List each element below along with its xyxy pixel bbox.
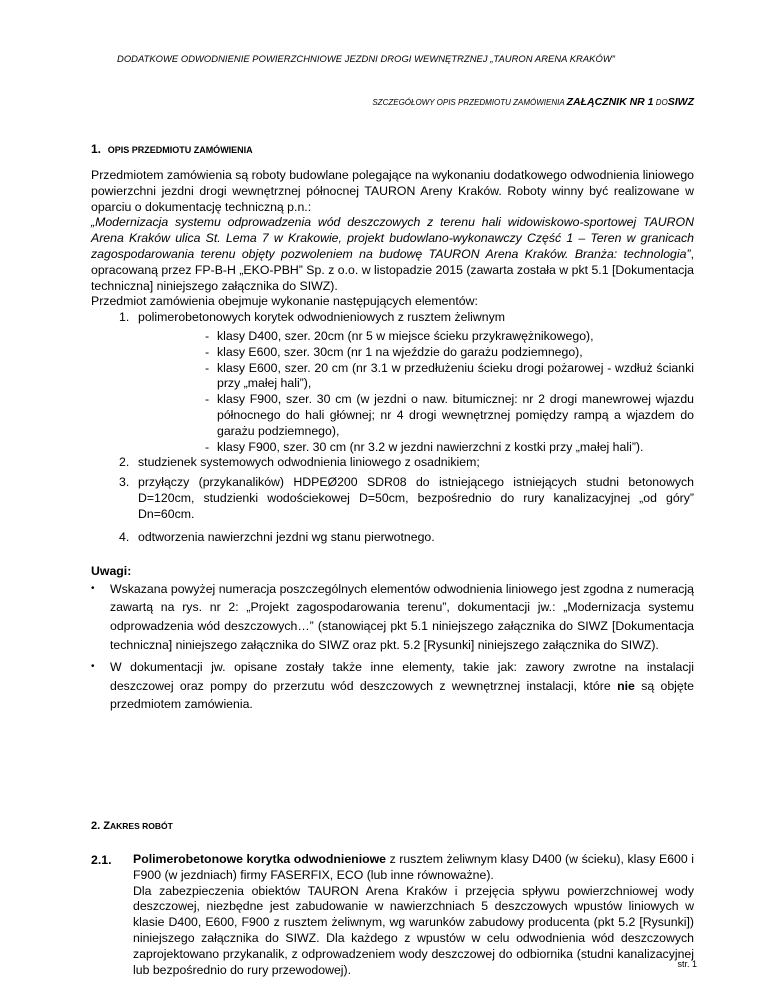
subsection-number: 2.1. — [91, 853, 112, 867]
page-number: str. 1 — [677, 959, 697, 969]
dash-marker: - — [205, 360, 210, 375]
notes-block — [91, 564, 694, 714]
section-1-body — [91, 168, 694, 545]
subheader-prefix: SZCZEGÓŁOWY OPIS PRZEDMIOTU ZAMÓWIENIA — [372, 98, 565, 107]
dash-marker: - — [205, 344, 210, 359]
list-item-number: 2. — [119, 455, 130, 470]
sublist-item — [205, 345, 694, 361]
sublist-item-text: klasy F900, szer. 30 cm (nr 3.2 w jezdni nawierzchni z kostki przy „małej hali”). — [217, 439, 644, 454]
subheader-siwz: SIWZ — [667, 96, 694, 108]
sublist-item-text: klasy E600, szer. 30cm (nr 1 na wjeździe do garażu podziemnego), — [217, 344, 583, 359]
bullet-marker: • — [91, 582, 95, 594]
sublist-item-text: klasy E600, szer. 20 cm (nr 3.1 w przedłużeniu ścieku drogi pożarowej - wzdłuż ścianki przy „małej hali”), — [217, 360, 694, 391]
sublist — [205, 328, 694, 455]
section-1-title: OPIS PRZEDMIOTU ZAMÓWIENIA — [107, 145, 253, 155]
section-2-number: 2. — [91, 820, 101, 832]
list-item-number: 3. — [119, 475, 130, 490]
section-2-title-rest: AKRES ROBÓT — [109, 821, 173, 831]
list-item-number: 4. — [119, 529, 130, 544]
list-item — [119, 310, 694, 326]
sublist-item-text: klasy D400, szer. 20cm (nr 5 w miejsce ścieku przykrawężnikowego), — [217, 328, 594, 343]
subsection-text-1: z rusztem żeliwnym klasy D400 (w ścieku), klasy E600 i F900 (w jezdniach) firmy FASERFIX, ECO (lub inne równoważne). — [133, 852, 694, 882]
note-text-end: są objęte przedmiotem zamówienia. — [110, 678, 695, 712]
bullet-marker: • — [91, 661, 95, 673]
list-item-text: studzienek systemowych odwodnienia liniowego z osadnikiem; — [138, 455, 480, 470]
subsection-2-1-body — [133, 852, 694, 978]
note-item — [91, 580, 694, 654]
document-header: DODATKOWE ODWODNIENIE POWIERZCHNIOWE JEZDNI DROGI WEWNĘTRZNEJ „TAURON ARENA KRAKÓW” — [117, 53, 615, 64]
dash-marker: - — [205, 439, 210, 454]
sublist-item — [205, 392, 694, 439]
intro-paragraph — [91, 168, 694, 294]
dash-marker: - — [205, 328, 210, 343]
note-item — [91, 658, 694, 714]
intro-text: Przedmiotem zamówienia są roboty budowlane polegające na wykonaniu dodatkowego odwodnienia liniowego powierzchni jezdni drogi wewnętrznej północnej TAURON Areny Kraków. Roboty winny być realizowane w oparciu o dokumentację techniczną p.n.: — [91, 168, 694, 214]
subsection-title: Polimerobetonowe korytka odwodnieniowe — [133, 852, 387, 866]
subsection-paragraph-2: Dla zabezpieczenia obiektów TAURON Arena Kraków i przejęcia spływu powierzchniowej wody deszczowej, niezbędne jest zabudowanie w nawierzchniach 5 deszczowych wpustów liniowych w klasie D400, E600, F900 z rusztem żeliwnym, wg warunków zabudowy producenta (pkt 5.2 [Rysunki]) niniejszego załącznika do SIWZ. Dla każdego z wpustów w celu odwodnienia wód deszczowych zaprojektowano przykanalik, z odprowadzeniem wody deszczowej do odbiornika (studni kanalizacyjnej lub bezpośrednio do rury przewodowej). — [133, 883, 694, 977]
document-subheader — [372, 96, 694, 108]
subsection-paragraph-1 — [133, 852, 694, 884]
list-item — [119, 530, 694, 546]
intro-project-title: „Modernizacja systemu odprowadzenia wód deszczowych z terenu hali widowiskowo-sportowej TAURON Arena Kraków ulica St. Lema 7 w Krakowie, projekt budowlano-wykonawczy Część 1 – Teren w granicach zagospodarowania terenu objęty pozwoleniem na budowę TAURON Arena Kraków. Branża: technologia” — [91, 215, 694, 261]
list-item-text: polimerobetonowych korytek odwodnieniowych z rusztem żeliwnym — [138, 310, 506, 325]
sublist-item — [205, 361, 694, 393]
sublist-item — [205, 329, 694, 345]
intro-text-2: , opracowaną przez FP-B-H „EKO-PBH” Sp. z o.o. w listopadzie 2015 (zawarta została w pkt 5.1 [Dokumentacja techniczna] niniejszego załącznika do SIWZ). — [91, 246, 694, 293]
sublist-item — [205, 440, 694, 456]
sublist-item-text: klasy F900, szer. 30 cm (w jezdni o naw. bitumicznej: nr 2 drogi manewrowej wjazdu północnego do hali głównej; nr 4 drogi wewnętrznej pomiędzy rampą a wjazdem do garażu podziemnego), — [217, 392, 694, 438]
note-emphasis: nie — [617, 678, 635, 693]
list-item — [119, 455, 694, 471]
section-1-number: 1. — [91, 142, 102, 156]
note-text: Wskazana powyżej numeracja poszczególnych elementów odwodnienia liniowego jest zgodna z numeracją zawartą na rys. nr 2: „Projekt zagospodarowania terenu”, dokumentacji jw.: „Modernizacja systemu odprowadzenia wód deszczowych…” (stanowiącej pkt 5.1 niniejszego załącznika do SIWZ [Dokumentacja techniczna] niniejszego załącznika do SIWZ oraz pkt. 5.2 [Rysunki] niniejszego załącznika do SIWZ). — [110, 581, 694, 652]
subheader-attachment: ZAŁĄCZNIK NR 1 — [566, 96, 654, 108]
list-item-number: 1. — [119, 310, 130, 325]
section-2-heading — [91, 820, 173, 832]
subheader-do: DO — [655, 98, 668, 107]
list-item-text: przyłączy (przykanalików) HDPEØ200 SDR08 do istniejącego istniejących studni betonowych D=120cm, studzienki wodościekowej D=50cm, bezpośrednio do rury kanalizacyjnej „od góry” Dn=60cm. — [138, 475, 694, 521]
dash-marker: - — [205, 392, 210, 407]
section-1-heading — [91, 142, 253, 156]
scope-intro: Przedmiot zamówienia obejmuje wykonanie następujących elementów: — [91, 294, 478, 309]
list-item-text: odtworzenia nawierzchni jezdni wg stanu pierwotnego. — [138, 529, 435, 544]
note-text: W dokumentacji jw. opisane zostały także inne elementy, takie jak: zawory zwrotne na instalacji deszczowej oraz pompy do przerzutu wód deszczowych z wewnętrznej instalacji, które — [110, 660, 694, 693]
list-item — [119, 475, 694, 522]
notes-title: Uwagi: — [91, 564, 132, 578]
section-2-title-first: Z — [103, 820, 110, 832]
